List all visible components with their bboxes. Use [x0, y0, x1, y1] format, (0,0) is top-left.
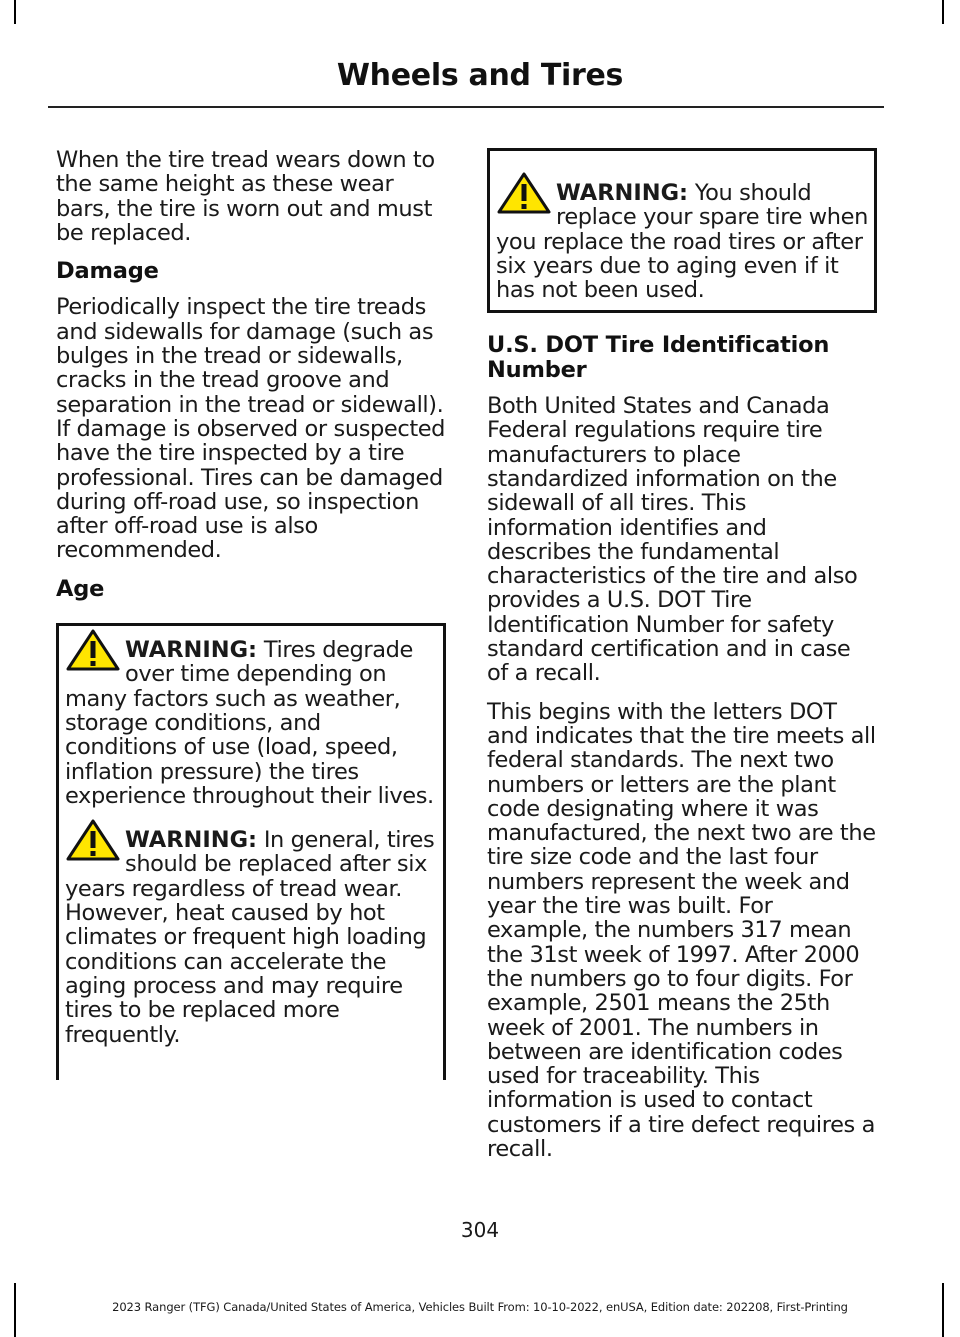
dot-paragraph-format: This begins with the letters DOT and indicates that the tire meets all federal standards. The next two numbers or letters are the plant code designating where it was manufactured, the next two are the tire size code and the last four numbers represent the week and year the tire was built. For example, the numbers 317 mean the 31st week of 1997. After 2000 the numbers go to four digits. For example, 2501 means the 25th week of 2001. The numbers in between are identification codes used for traceability. This information is used to contact customers if a tire defect requires a recall.: [487, 698, 876, 1162]
warning-label: WARNING:: [125, 827, 258, 854]
age-warning-box: [56, 623, 446, 1080]
wear-bars-paragraph: When the tire tread wears down to the same height as these wear bars, the tire is worn out and must be replaced.: [56, 147, 435, 246]
crop-mark-top-right: [942, 0, 944, 24]
damage-paragraph: Periodically inspect the tire treads and sidewalls for damage (such as bulges in the tread or sidewalls, cracks in the tread groove and separation in the tread or sidewall). If damage is observed or suspected have the tire inspected by a tire professional. Tires can be damaged during off-road use, so inspection after off-road use is also recommended.: [56, 294, 446, 564]
warning-label: WARNING:: [556, 180, 689, 206]
page-number: 304: [460, 1218, 500, 1242]
warning-replace-six-years: [65, 828, 437, 1047]
dot-paragraph-regulations: Both United States and Canada Federal regulations require tire manufacturers to place standardized information on the sidewall of all tires. This information identifies and describes the fundamental characteristics of the tire and also provides a U.S. DOT Tire Identification Number for safety standard certification and in case of a recall.: [487, 393, 858, 687]
spare-tire-warning-box: [487, 148, 877, 313]
edition-footer: 2023 Ranger (TFG) Canada/United States of America, Vehicles Built From: 10-10-2022, enUSA, Edition date: 202208, First-Printing: [112, 1300, 848, 1314]
warning-triangle-icon: [496, 171, 552, 215]
warning-triangle-icon: [65, 818, 121, 862]
left-column: [56, 148, 446, 1094]
warning-triangle-icon: [65, 628, 121, 672]
damage-heading: Damage: [56, 258, 159, 285]
crop-mark-top-left: [14, 0, 16, 24]
warning-text: In general, tires should be replaced after six years regardless of tread wear. However, heat caused by hot climates or frequent high loading conditions can accelerate the aging process and may require tires to be replaced more frequently.: [65, 827, 435, 1048]
warning-text: Tires degrade over time depending on many factors such as weather, storage conditions, and conditions of use (load, speed, inflation pressure) the tires experience throughout their lives.: [65, 637, 434, 809]
page-title: Wheels and Tires: [336, 58, 624, 93]
warning-text: You should replace your spare tire when you replace the road tires or after six years due to aging even if it has not been used.: [496, 180, 868, 304]
warning-spare-tire: [496, 181, 868, 302]
right-column: [487, 148, 877, 1175]
header-divider: [48, 106, 884, 108]
age-heading: Age: [56, 575, 105, 602]
dot-heading: U.S. DOT Tire Identification Number: [487, 332, 830, 383]
warning-label: WARNING:: [125, 637, 258, 664]
warning-tires-degrade: [65, 638, 437, 808]
